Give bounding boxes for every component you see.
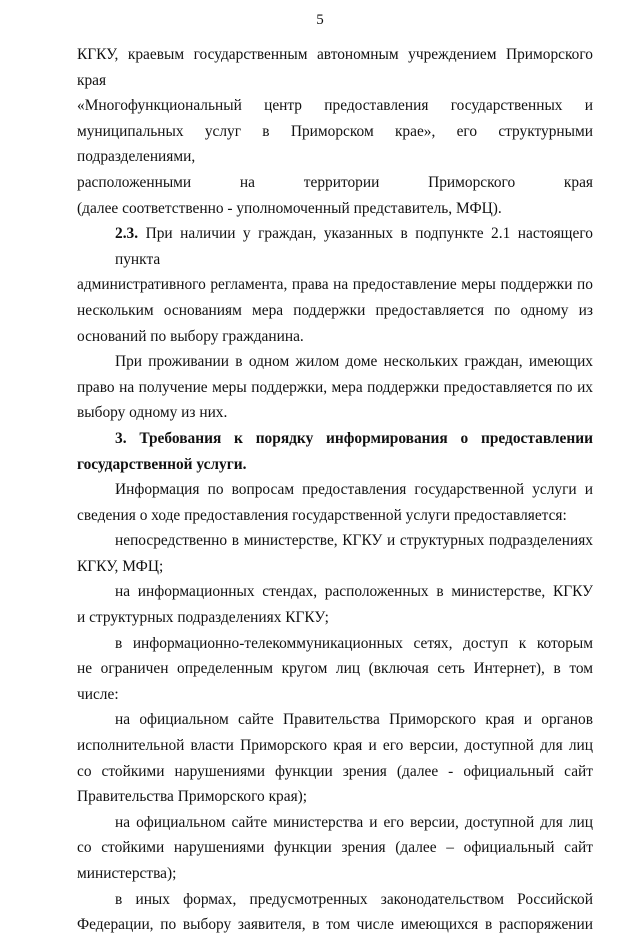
line-text: право на получение меры поддержки, мера поддержки предоставляется по их	[77, 378, 593, 396]
line-text: в иных формах, предусмотренных законодательством Российской	[115, 890, 593, 908]
paragraph-p3	[77, 349, 593, 426]
line-text: При наличии у граждан, указанных в подпункте 2.1 настоящего пункта	[115, 225, 593, 268]
paragraph-p7	[77, 579, 593, 630]
text-line	[77, 605, 593, 631]
text-line	[77, 221, 593, 272]
line-text: Информация по вопросам предоставления государственной услуги и	[115, 481, 593, 499]
line-text: на официальном сайте министерства и его версии, доступной для лиц	[115, 813, 593, 831]
text-line	[77, 554, 593, 580]
line-text: КГКУ, МФЦ;	[77, 557, 164, 575]
line-text: министерства);	[77, 865, 177, 882]
text-line	[77, 759, 593, 785]
line-text: «Многофункциональный центр предоставления государственных и	[77, 97, 593, 115]
text-line	[77, 324, 593, 350]
text-line	[77, 861, 593, 887]
line-text: 3. Требования к порядку информирования о предоставлении	[115, 429, 593, 447]
line-text: на официальном сайте Правительства Приморского края и органов	[115, 711, 593, 729]
paragraph-p11	[77, 887, 593, 938]
paragraph-p5	[77, 477, 593, 528]
text-line	[77, 477, 593, 503]
line-text: КГКУ, краевым государственным автономным учреждением Приморского края	[77, 46, 593, 89]
document-body	[77, 42, 593, 938]
line-text: в информационно-телекоммуникационных сетях, доступ к которым	[115, 634, 593, 652]
text-line	[77, 707, 593, 733]
text-line	[77, 400, 593, 426]
text-line	[77, 579, 593, 605]
text-line	[77, 912, 593, 938]
line-text: муниципальных услуг в Приморском крае», его структурными подразделениями,	[77, 122, 593, 166]
paragraph-p9	[77, 707, 593, 809]
paragraph-p6	[77, 528, 593, 579]
line-text: нескольким основаниям мера поддержки предоставляется по одному из	[77, 301, 593, 319]
text-line	[77, 298, 593, 324]
text-line	[77, 656, 593, 707]
line-text: со стойкими нарушениями функции зрения (далее - официальный сайт	[77, 762, 593, 780]
line-text: Федерации, по выбору заявителя, в том числе имеющихся в распоряжении	[77, 916, 593, 934]
text-line	[77, 733, 593, 759]
text-line	[77, 631, 593, 657]
text-line	[77, 784, 593, 810]
paragraph-p10	[77, 810, 593, 887]
text-line	[77, 272, 593, 298]
text-line	[77, 42, 593, 93]
line-text: исполнительной власти Приморского края и его версии, доступной для лиц	[77, 737, 593, 755]
text-line	[77, 835, 593, 861]
line-text: административного регламента, права на предоставление меры поддержки по	[77, 276, 593, 294]
line-text: на информационных стендах, расположенных в министерстве, КГКУ	[115, 583, 593, 601]
line-text: При проживании в одном жилом доме нескольких граждан, имеющих	[115, 353, 593, 371]
line-text: сведения о ходе предоставления государственной услуги предоставляется:	[77, 506, 567, 524]
line-text: со стойкими нарушениями функции зрения (далее – официальный сайт	[77, 839, 593, 857]
line-text: выбору одному из них.	[77, 404, 228, 422]
text-line	[77, 170, 593, 196]
text-line	[77, 528, 593, 554]
paragraph-p8	[77, 631, 593, 708]
line-text: непосредственно в министерстве, КГКУ и структурных подразделениях	[115, 532, 593, 550]
line-text: Правительства Приморского края);	[77, 788, 308, 806]
section-number: 2.3.	[115, 225, 139, 243]
text-line	[77, 93, 593, 119]
text-line	[77, 349, 593, 375]
text-line	[77, 426, 593, 452]
line-text: и структурных подразделениях КГКУ;	[77, 609, 329, 627]
paragraph-p4	[77, 426, 593, 477]
text-line	[77, 196, 593, 222]
text-line	[77, 887, 593, 913]
paragraph-p1	[77, 42, 593, 221]
paragraph-p2	[77, 221, 593, 349]
text-line	[77, 119, 593, 170]
line-text: не ограничен определенным кругом лиц (включая сеть Интернет), в том числе:	[77, 660, 593, 703]
page-number: 5	[316, 12, 324, 28]
text-line	[77, 452, 593, 478]
text-line	[77, 810, 593, 836]
line-text: оснований по выбору гражданина.	[77, 327, 304, 345]
line-text: (далее соответственно - уполномоченный представитель, МФЦ).	[77, 199, 502, 217]
text-line	[77, 375, 593, 401]
line-text: государственной услуги.	[77, 455, 247, 473]
line-text: расположенными на территории Приморского края	[77, 173, 593, 191]
text-line	[77, 503, 593, 529]
